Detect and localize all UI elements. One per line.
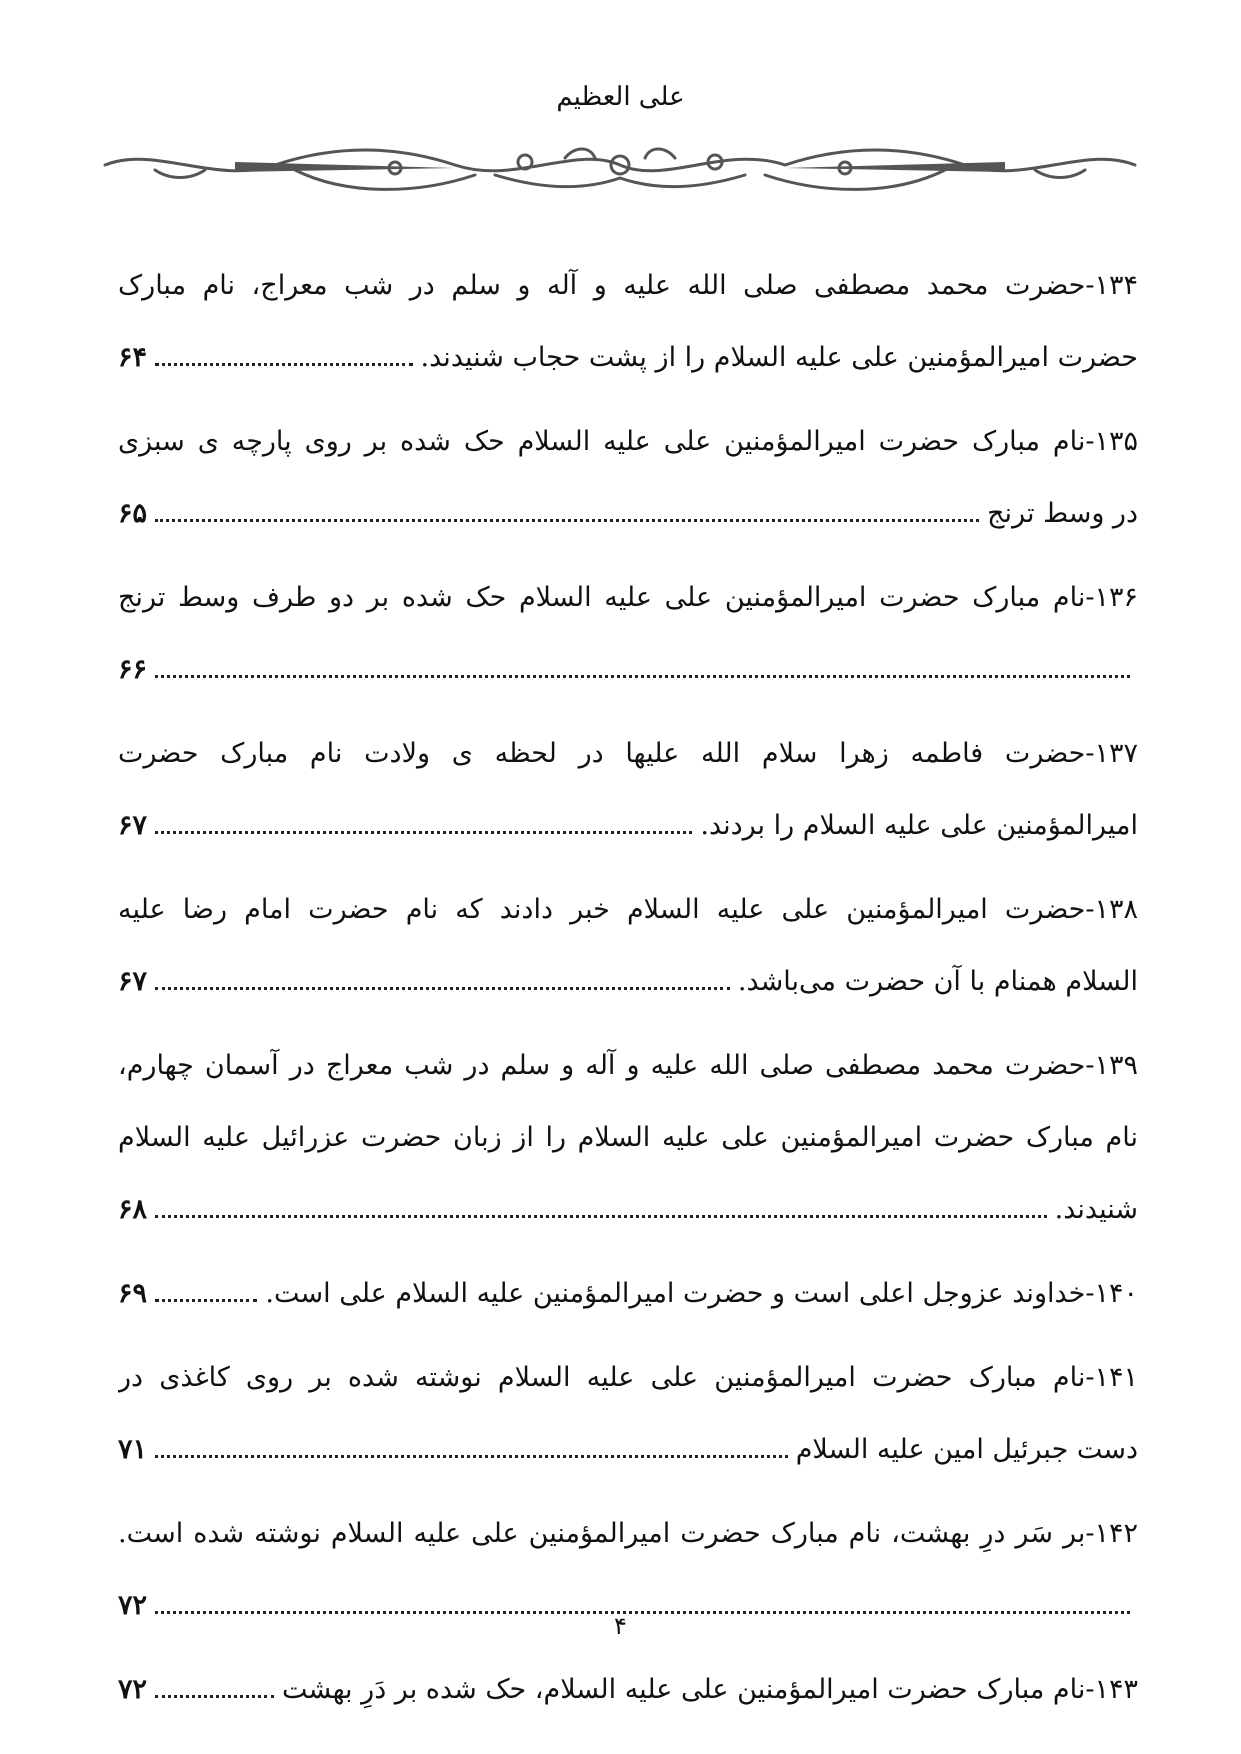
- toc-entry-138: [118, 874, 1138, 1018]
- toc-entry-line: ۱۴۳-نام مبارک حضرت امیرالمؤمنین علی علیه السلام، حک شده بر دَرِ بهشت: [282, 1674, 1138, 1705]
- toc-entry-line: ۱۳۶-نام مبارک حضرت امیرالمؤمنین علی علیه السلام حک شده بر دو طرف وسط ترنج: [118, 582, 1138, 613]
- running-header: علی العظیم: [556, 82, 685, 112]
- toc-entry-line: در وسط ترنج: [987, 498, 1138, 529]
- dot-leader: [155, 1298, 257, 1302]
- decorative-divider-icon: [95, 140, 1145, 200]
- toc-entry-line: ۱۴۱-نام مبارک حضرت امیرالمؤمنین علی علیه السلام نوشته شده بر روی کاغذی در: [118, 1362, 1138, 1393]
- dot-leader: [155, 1454, 788, 1458]
- toc-page-number: ۶۹: [118, 1278, 148, 1309]
- dot-leader: [155, 1214, 1047, 1218]
- toc-entry-140: [118, 1258, 1138, 1330]
- toc-page-number: ۷۲: [118, 1590, 148, 1621]
- toc-entry-line: ۱۳۸-حضرت امیرالمؤمنین علی علیه السلام خبر دادند که نام حضرت امام رضا علیه: [118, 894, 1138, 925]
- toc-entry-line: ۱۳۹-حضرت محمد مصطفی صلی الله علیه و آله و سلم در شب معراج در آسمان چهارم،: [118, 1050, 1138, 1081]
- toc-entry-line: امیرالمؤمنین علی علیه السلام را بردند.: [700, 810, 1138, 841]
- toc-entry-line: ۱۴۲-بر سَر درِ بهشت، نام مبارک حضرت امیرالمؤمنین علی علیه السلام نوشته شده است.: [118, 1518, 1138, 1549]
- toc-entry-134: [118, 250, 1138, 394]
- dot-leader: [155, 830, 692, 834]
- toc-page-number: ۶۶: [118, 654, 148, 685]
- toc-entry-line: السلام همنام با آن حضرت می‌باشد.: [737, 966, 1138, 997]
- toc-page-number: ۶۵: [118, 498, 148, 529]
- toc-entry-line: حضرت امیرالمؤمنین علی علیه السلام را از پشت حجاب شنیدند.: [420, 342, 1138, 373]
- toc-entry-line: ۱۳۵-نام مبارک حضرت امیرالمؤمنین علی علیه السلام حک شده بر روی پارچه ی سبزی: [118, 426, 1138, 457]
- toc-page-number: ۷۱: [118, 1434, 148, 1465]
- dot-leader: [155, 518, 979, 522]
- toc-page-number: ۷۲: [118, 1674, 148, 1705]
- page-number: ۴: [614, 1612, 627, 1640]
- dot-leader: [155, 1694, 274, 1698]
- toc-entry-135: [118, 406, 1138, 550]
- toc-entry-line: نام مبارک حضرت امیرالمؤمنین علی علیه السلام را از زبان حضرت عزرائیل علیه السلام: [118, 1122, 1138, 1153]
- toc-entry-line: ۱۴۰-خداوند عزوجل اعلی است و حضرت امیرالمؤمنین علیه السلام علی است.: [265, 1278, 1138, 1309]
- toc-page-number: ۶۷: [118, 810, 148, 841]
- toc-entry-143: [118, 1654, 1138, 1726]
- toc-page-number: ۶۸: [118, 1194, 148, 1225]
- dot-leader: [155, 362, 413, 366]
- toc-entry-137: [118, 718, 1138, 862]
- toc-entry-139: [118, 1030, 1138, 1246]
- toc-page-number: ۶۷: [118, 966, 148, 997]
- dot-leader: [155, 674, 1130, 678]
- toc-entry-141: [118, 1342, 1138, 1486]
- table-of-contents: [118, 250, 1138, 1738]
- toc-entry-line: ۱۳۴-حضرت محمد مصطفی صلی الله علیه و آله و سلم در شب معراج، نام مبارک: [118, 270, 1138, 301]
- dot-leader: [155, 986, 730, 990]
- toc-page-number: ۶۴: [118, 342, 148, 373]
- toc-entry-136: [118, 562, 1138, 706]
- toc-entry-line: ۱۳۷-حضرت فاطمه زهرا سلام الله علیها در لحظه ی ولادت نام مبارک حضرت: [118, 738, 1138, 769]
- toc-entry-line: دست جبرئیل امین علیه السلام: [795, 1434, 1138, 1465]
- toc-entry-line: شنیدند.: [1054, 1194, 1138, 1225]
